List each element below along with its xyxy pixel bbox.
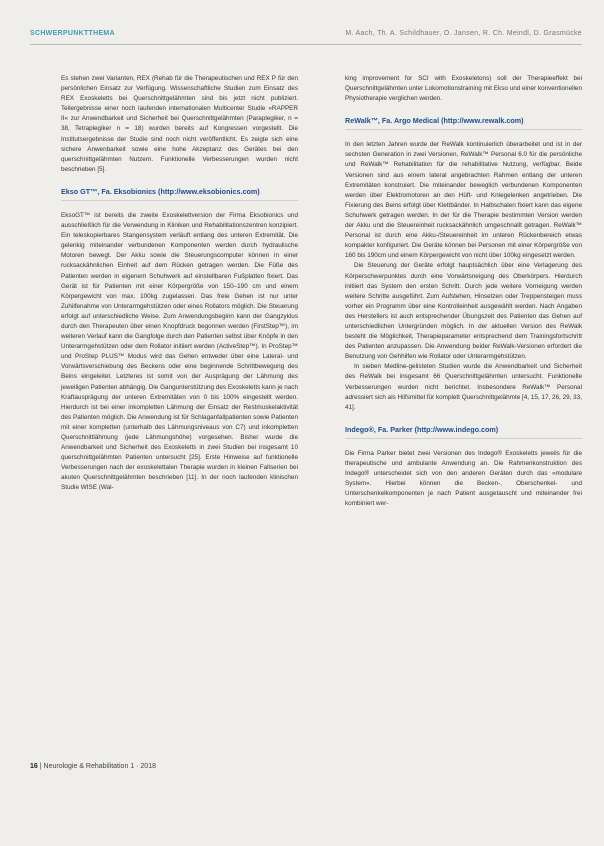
section-heading-indego: Indego®, Fa. Parker (http://www.indego.com) bbox=[345, 425, 582, 439]
footer-separator: | bbox=[39, 763, 44, 770]
left-column bbox=[61, 74, 298, 494]
paragraph: EksoGT™ ist bereits die zweite Exoskelettversion der Firma Eksobionics und ausschließlich für die Verwendung in Kliniken und Rehabilitationszentren konzipiert. Ein teleskopierbares Stangensystem verläuft entlang des unteren Extremität. Die gelenkig miteinander verbundenen Komponenten werden durch hydraulische Motoren bewegt. Der Akku sowie die Steuerungscomputer können in einer rucksackähnlichen Einheit auf dem Rücken getragen werden. Die Füße des Patienten werden in eigenem Schuhwerk auf einstellbaren Fußplatten fixiert. Das Gerät ist für Patienten mit einer Körpergröße von 150–190 cm und einem Körpergewicht von max. 100kg zugelassen. Das freie Gehen ist nur unter Zuhilfenahme von Unterarmgehstützen oder eines Rollators möglich. Die Steuerung erfolgt auf unterschiedliche Weise. Zum Anwendungsbeginn kann der Gangzyklus durch den Therapeuten über einen Knopfdruck begonnen werden (FirstStep™), im weiteren Verlauf kann die Gangfolge durch den Patienten selbst über Knöpfe in den Unterarmgehstützen oder dem Rollator initiiert werden (ActiveStep™). In ProStep™ und ProStep PLUS™ Modus wird das Gehen entweder über eine Lateral- und Vorwärtsverschiebung des Beckens oder eine beginnende Schrittbewegung des Beins eingeleitet. Letzteres ist somit von der Ausprägung der Lähmung des jeweiligen Patienten abhängig. Die Gangunterstützung des Exoskeletts kann je nach Kraftausprägung der unteren Extremitäten von 0 bis 100% eingestellt werden. Hierdurch ist bei einer inkompletten Lähmung der Einsatz der Restmuskelaktivität des Patienten möglich. Die Anwendung ist für Schlaganfallpatienten sowie Patienten mit einer kompletten (unterhalb des Lähmungsniveaus von C7) und inkompletten Querschnittlähmung (jede Lähmungshöhe) vorgesehen. Bisher wurde die Anwendbarkeit und Sicherheit des Exoskeletts in zwei Studien bei insgesamt 10 querschnittgelähmten Patienten untersucht [25]. Erste Hinweise auf funktionelle Verbesserungen nach der exoskelettalen Therapie wurden in kleinen Fallserien bei akuten Querschnittgelähmten beschrieben [11]. In der noch laufenden klinischen Studie WISE (Wal- bbox=[61, 211, 298, 492]
paragraph: Die Firma Parker bietet zwei Versionen des Indego® Exoskeletts jeweils für die therapeutische und ambulante Anwendung an. Die Rahmenkonstruktion des Indego® unterscheidet sich von den anderen Geräten durch das »modulare System«. Hierbei können die Becken-, Oberschenkel- und Unterschenkelkomponenten je nach Patient ausgetauscht und miteinander frei kombiniert wer- bbox=[345, 449, 582, 508]
page-number: 16 bbox=[30, 763, 38, 770]
paragraph: king improvement for SCI with Exoskeletons) soll der Therapieeffekt bei Querschnittgelähmten unter Lokomotionstraining mit Ekso und einer konventionellen Physiotherapie verglichen werden. bbox=[345, 75, 582, 103]
running-header bbox=[30, 30, 582, 44]
paragraph: Die Steuerung der Geräte erfolgt hauptsächlich über eine Verlagerung des Körperschwerpunktes durch eine Vorwärtsneigung des Oberkörpers. Hierdurch initiiert das System den ersten Schritt. Durch jede weitere Vorneigung werden weitere Schritte ausgeführt. Zum Aufstehen, Hinsetzen oder Treppensteigen muss vorher ein Programm über eine Kontrolleinheit ausgewählt werden. Nach Angaben des Herstellers ist auch entsprechender Übungszeit des Patienten das Gehen auf unterschiedlichen Untergründen möglich. In der aktuellen Version des ReWalk besteht die Möglichkeit, Therapieparameter entsprechend dem Trainingsfortschritt des Patienten anzupassen. Die Anwendung beider ReWalk-Versionen erfordert die Benutzung von Gehhilfen wie Rollator oder Unterarmgehstützen. bbox=[345, 262, 582, 361]
section-heading-rewalk: ReWalk™, Fa. Argo Medical (http://www.rewalk.com) bbox=[345, 116, 582, 130]
page-footer bbox=[30, 763, 430, 775]
header-rule bbox=[30, 44, 582, 45]
right-column bbox=[345, 74, 582, 509]
author-list: M. Aach, Th. A. Schildhauer, O. Jansen, R. Ch. Meindl, D. Grasmücke bbox=[345, 30, 582, 37]
section-heading-ekso: Ekso GT™, Fa. Eksobionics (http://www.eksobionics.com) bbox=[61, 187, 298, 201]
paragraph: In den letzten Jahren wurde der ReWalk kontinuierlich überarbeitet und ist in der sechsten Generation in zwei Versionen, ReWalk™ Personal 6.0 für die persönliche und ReWalk™ Rehabilitation für die rehabilitative Nutzung, verfügbar. Beide Versionen sind aus einem lateral angebrachten Rahmen entlang der unteren Extremitäten konstruiert. Die miteinander beweglich verbundenen Komponenten werden über Elektromotoren an den Hüft- und Kniegelenken angetrieben. Die Fixierung des Beins erfolgt über Klettbänder. In Halbschalen fixiert kann das eigene Schuhwerk getragen werden. In der für die Therapie bestimmten Version werden der Akku und die Steuereinheit rucksackähnlich umgeschnallt getragen. ReWalk™ Personal ist durch eine Akku-/Steuereinheit im unteren Rückenbereich etwas kompakter konfiguriert. Die Geräte können bei Personen mit einer Körpergröße von 160 bis 190cm und einem Körpergewicht von nicht über 100kg eingesetzt werden. bbox=[345, 141, 582, 260]
journal-name: Neurologie & Rehabilitation 1 · 2018 bbox=[43, 763, 156, 770]
paragraph: In sieben Medline-gelisteten Studien wurde die Anwendbarkeit und Sicherheit des ReWalk bei insgesamt 66 Querschnittgelähmten untersucht. Funktionelle Verbesserungen wurden nicht berichtet. Insbesondere ReWalk™ Personal adressiert sich als Hilfsmittel für komplett Querschnittgelähmte [4, 15, 17, 26, 29, 33, 41]. bbox=[345, 363, 582, 411]
paragraph: Es stehen zwei Varianten, REX (Rehab für die Therapeutischen und REX P für den persönlichen Einsatz zur Verfügung. Wissenschaftliche Studien zum Einsatz des REX Exoskeletts bei Querschnittgelähmten sind bis jetzt nicht publiziert. Teilergebnisse einer noch laufenden internationalen Multicenter Studie »RAPPER II« zur Anwendbarkeit und Sicherheit bei Querschnittgelähmten (Paraplegiker, n = 38, Tetraplegiker n = 18) wurden bereits auf Kongressen vorgestellt. Die Institutsergebnisse der Studie sind noch nicht veröffentlicht. Es zeigte sich eine sichere Anwenbarkeit sowie eine hohe Akzeptanz des Gerätes bei den querschnittgelähmten Nutzern. Funktionelle Verbesserungen wurden nicht beschrieben [5]. bbox=[61, 75, 298, 173]
section-label: SCHWERPUNKTTHEMA bbox=[30, 30, 115, 37]
